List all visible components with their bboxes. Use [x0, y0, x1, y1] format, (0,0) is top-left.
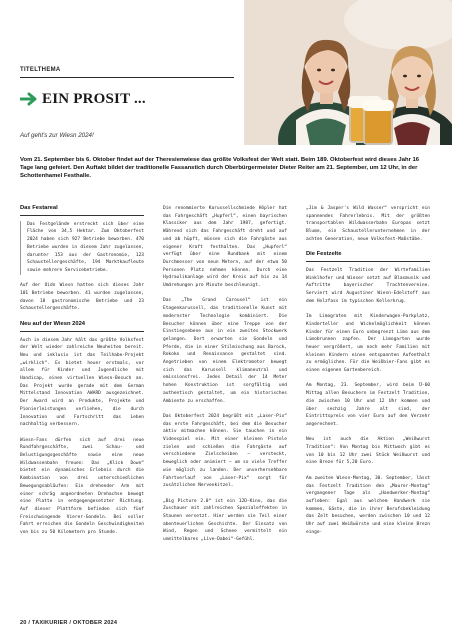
paragraph: „Jim & Jasper's Wild Wasser“ verspricht ein spannendes Fahrerlebnis. Mit der größten transportablen Wildwasserbahn Europas setzt Blume, ein Schaustellerunternehmen in der achten Generation, neue Volksfest-Maßstäbe. — [306, 206, 430, 242]
column-2 — [163, 205, 287, 552]
paragraph: Im Limograten mit Kinderwagen-Parkplatz, Kinderteller und Wickelmöglichkeit können Kinder für einen Euro unbegrenzt Limo aus dem Limobrunnen zapfen. Der Limogarten wurde heuer vergrößert, um noch mehr Familien mit kleinen Kindern einen entspannten Aufenthalt zu ermöglichen. Für die Weißbier-Fans gibt es einen eigenen Gartenbereich. — [306, 314, 430, 374]
arrow-right-icon — [20, 92, 38, 106]
paragraph: Neu ist auch die Aktion „Weißwurst Tradition“: Von Montag bis Mittwoch gibt es von 10 bis 12 Uhr zwei Stück Weißwurst und eine Breze für 5,20 Euro. — [306, 437, 430, 466]
heading-festzelte: Die Festzelte — [306, 251, 430, 262]
intro-text: Vom 21. September bis 6. Oktober findet auf der Theresienwiese das größte Volksfest der Welt statt. Beim 189. Oktoberfest wird dieses Jahr 16 Tage lang gefeiert. Den Auftakt bildet der traditionelle Fassanstich durch Oberbürgermeister Dieter Reiter am 21. September, um 12 Uhr, in der Schottenhamel Festhalle. — [20, 157, 420, 180]
heading-neu-auf-der-wiesn: Neu auf der Wiesn 2024 — [20, 321, 144, 332]
hero-photo — [244, 0, 452, 145]
paragraph: Das „The Grand Carousel“ ist ein Etagenkarussell, das traditionelle Kunst mit modernster Technologie kombiniert. Die Besucher können über eine Treppe von der Einstiegsebene aus in ein zweites Stockwerk gelangen. Dort erwarten sie Gondeln und Pferde, die in einer Stilmischung aus Barock, Rokoko und Renaissance gestaltet sind. Angetrieben von einem Elektromotor bewegt sich das Karussell klimaneutral und emissionsfrei. Jedes Detail der 14 Meter hohen Konstruktion ist sorgfältig und authentisch gestaltet, um ein historisches Ambiente zu erschaffen. — [163, 298, 287, 404]
heading-festareal: Das Festareal — [20, 205, 144, 216]
column-3 — [306, 205, 430, 544]
column-1 — [20, 205, 144, 544]
info-box-text: Das Festgelände erstreckt sich über eine Fläche von 34,5 Hektar. Zum Oktoberfest 2024 haben sich 927 Betriebe beworben. 470 Betriebe wurden in diesem Jahr zugelassen, darunter 153 aus der Gastronomie, 123 Schaustellergeschäfte, 194 Marktkaufleute sowie mehrere Servicebetriebe. — [27, 221, 144, 273]
paragraph: Auf der Oidn Wiesn hatten sich dieses Jahr 101 Betriebe beworben. 41 wurden zugelassen, davon 18 gastronomische Betriebe und 23 Schaustellergeschäfte. — [20, 283, 144, 312]
paragraph: „Big Picture 2.0“ ist ein 12D-Kino, das die Zuschauer mit zahlreichen Spezialeffekten in Staunen versetzt. Hier werden sie Teil einer abenteuerlichen Geschichte. Der Einsatz von Wind, Regen und Schnee vermittelt ein unmittelbares „Live-Dabei“-Gefühl. — [163, 498, 287, 543]
section-divider — [20, 77, 234, 78]
section-label: TITELTHEMA — [20, 67, 61, 73]
intro-paragraph — [20, 156, 430, 181]
photo-caption: Auf geht's zur Wiesn 2024! — [20, 132, 94, 139]
paragraph: Am Montag, 23. September, wird beim Ü-60 Mittag allen Besuchern im Festzelt Tradition, die zwischen 10 Uhr und 12 Uhr kommen und über sechzig Jahre alt sind, der Eintrittspreis von vier Euro auf den Verzehr angerechnet. — [306, 383, 430, 427]
headline: EIN PROSIT ... — [42, 90, 146, 107]
oktoberfest-women-illustration — [244, 0, 452, 145]
paragraph: Am zweiten Wiesn-Montag, 30. September, lässt das Festzelt Tradition den „Maurer-Montag“ vergangener Tage als „Handwerker-Montag“ aufleben: Egal aus welchem Handwerk sie kommen, Gäste, die in ihrer Berufsbekleidung das Zelt besuchen, werden zwischen 10 und 12 Uhr auf zwei Weißwürste und eine kleine Brezn einge- — [306, 475, 430, 535]
paragraph: Das Oktoberfest 2024 begrüßt mit „Laser-Pix“ das erste Fahrgeschäft, bei dem die Besucher aktiv mitmachen können. Sie tauchen in ein Videospiel ein. Mit einer kleinen Pistole zielen und schießen die Fahrgäste auf verschiedene Zielscheiben – versteckt, beweglich oder animiert – um so viele Treffer wie möglich zu landen. Der unvorhersehbare Fahrtverlauf von „Laser-Pix“ sorgt für zusätzlichen Nervenkitzel. — [163, 413, 287, 489]
headline-row — [20, 88, 146, 110]
paragraph: Wiesn-Fans dürfen sich auf drei neue Rundfahrgeschäfte, zwei Schau- und Belustigungsgeschäfte sowie eine neue Wildwassenbahn freuen: Das „Klick Down“ bietet ein dynamisches Erlebnis durch die Kombination von drei unterschiedlichen Bewegungsabläufen: Ein drehender Arm mit einer schräg angeordneten Drehachse bewegt eine Platte in entgegengesetzter Richtung. Auf dieser Plattform befinden sich fünf Freischwingende Vierer-Gondeln. Bei voller Fahrt erreichen die Gondeln Geschwindigkeiten von bis zu 50 Kilometern pro Stunde. — [20, 437, 144, 536]
paragraph: Das Festzelt Tradition der Wirtefamilien Winklhofer und Wieser setzt auf Blasmusik und Auftritte bayerischer Trachtenvereine. Serviert wird Augustiner Wiesn-Edelstoff aus dem Holzfass im typischen Kellerkrug. — [306, 267, 430, 304]
info-box — [20, 221, 144, 275]
page-footer: 20 / TAXIKURIER / OKTOBER 2024 — [20, 620, 118, 626]
paragraph: Die renommierte Karussellschmiede Höpler hat das Fahrgeschäft „Hupferl“, einen bayrischen Klassiker aus dem Jahr 1987, gefertigt. Während sich das Fahrgeschäft dreht und auf und ab hüpft, müssen sich die Fahrgäste aus eigener Kraft festhalten. Das „Hupferl“ verfügt über eine Rundbank mit einem Durchmesser von neun Metern, auf der etwa 50 Personen Platz nehmen können. Durch eine Hydraulikanlage wird der Kreis auf bis zu 14 Umdrehungen pro Minute beschleunigt. — [163, 206, 287, 289]
paragraph: Auch in diesem Jahr hält das größte Volksfest der Welt wieder zahlreiche Neuheiten bereit. Neu und inklusiv ist das Teilhabe-Projekt „wirklich“. Es bietet heuer erstmals, vor allem für Kinder und Jugendliche mit Handicap, einen virtuellen Wiesn-Besuch an. Das Projekt wurde gerade mit dem German Mittelstand Innovation AWARD ausgezeichnet. Der Award wird an Produkte, Projekte und Pionierleistungen verliehen, die durch Innovation und Fortschritt das Leben nachhaltig verbessern. — [20, 337, 144, 428]
